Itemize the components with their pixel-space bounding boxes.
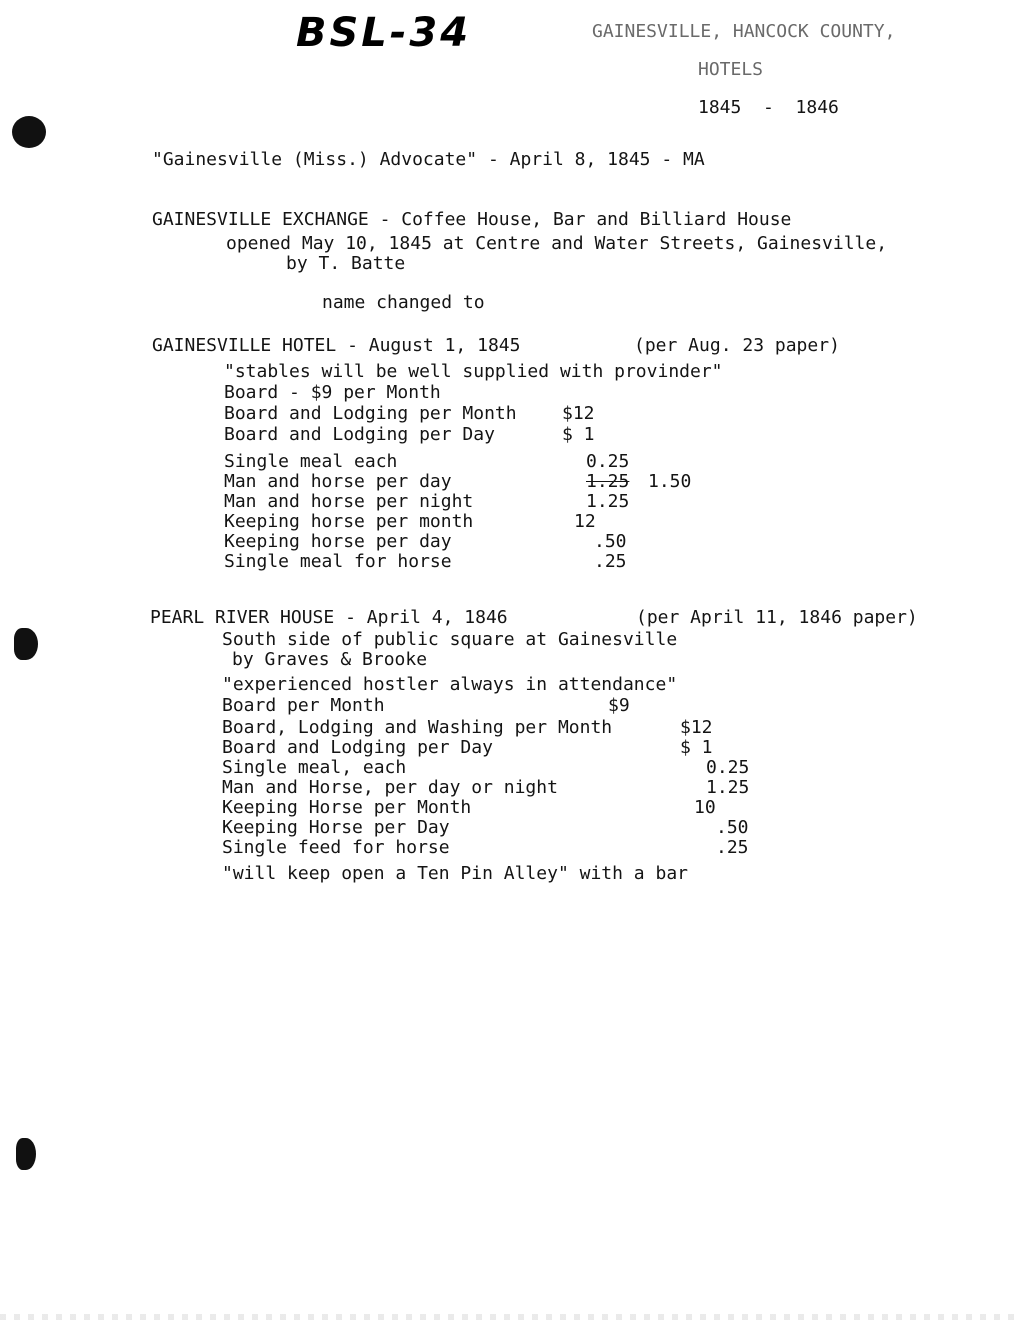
exchange-name-changed: name changed to	[322, 292, 485, 313]
pearl-line2: by Graves & Brooke	[232, 649, 428, 670]
header-years: 1845 - 1846	[698, 97, 839, 118]
pearl-rate-label: Board and Lodging per Day	[222, 737, 493, 758]
pearl-rate-label: Man and Horse, per day or night	[222, 777, 558, 798]
exchange-title: GAINESVILLE EXCHANGE - Coffee House, Bar and Billiard House	[152, 209, 792, 230]
hotel-rate-label: Keeping horse per month	[224, 511, 474, 532]
hotel-rate-value: 0.25	[586, 451, 630, 472]
pearl-source: (per April 11, 1846 paper)	[636, 607, 918, 628]
hotel-rate-value: .25	[594, 551, 627, 572]
source-line: "Gainesville (Miss.) Advocate" - April 8, 1845 - MA	[152, 149, 705, 170]
hotel-quote: "stables will be well supplied with provinder"	[224, 361, 723, 382]
hotel-rate-label: Board - $9 per Month	[224, 382, 441, 403]
scan-edge-artifact	[0, 1314, 1020, 1320]
hotel-rate-value: $ 1	[562, 424, 595, 445]
pearl-rate-label: Single meal, each	[222, 757, 407, 778]
pearl-rate-label: Single feed for horse	[222, 837, 450, 858]
pearl-rate-label: Board per Month	[222, 695, 385, 716]
pearl-rate-value: 0.25	[706, 757, 750, 778]
hotel-rate-value-corrected: 1.50	[648, 471, 692, 492]
pearl-rate-value: 10	[694, 797, 716, 818]
hotel-rate-label: Board and Lodging per Day	[224, 424, 495, 445]
pearl-line1: South side of public square at Gainesville	[222, 629, 678, 650]
exchange-line1: opened May 10, 1845 at Centre and Water Streets, Gainesville,	[226, 233, 888, 254]
hotel-rate-value: 12	[574, 511, 596, 532]
hotel-rate-value: .50	[594, 531, 627, 552]
hotel-rate-label: Man and horse per night	[224, 491, 474, 512]
pearl-title: PEARL RIVER HOUSE - April 4, 1846	[150, 607, 508, 628]
hotel-rate-label: Man and horse per day	[224, 471, 452, 492]
hotel-rate-value: $12	[562, 403, 595, 424]
pearl-rate-label: Keeping Horse per Month	[222, 797, 472, 818]
pearl-rate-value: $9	[608, 695, 630, 716]
exchange-line2: by T. Batte	[286, 253, 406, 274]
hotel-rate-value-struck: 1.25	[586, 471, 630, 492]
pearl-rate-value: $ 1	[680, 737, 713, 758]
header-location: GAINESVILLE, HANCOCK COUNTY,	[592, 21, 896, 42]
hotel-source: (per Aug. 23 paper)	[634, 335, 840, 356]
header-category: HOTELS	[698, 59, 764, 80]
pearl-rate-value: .50	[716, 817, 749, 838]
punch-hole-top	[12, 116, 46, 148]
hotel-rate-value: 1.25	[586, 491, 630, 512]
punch-hole-bottom	[16, 1138, 36, 1170]
pearl-closing: "will keep open a Ten Pin Alley" with a bar	[222, 863, 688, 884]
pearl-quote: "experienced hostler always in attendance"	[222, 674, 678, 695]
hotel-rate-label: Board and Lodging per Month	[224, 403, 517, 424]
pearl-rate-value: $12	[680, 717, 713, 738]
pearl-rate-value: .25	[716, 837, 749, 858]
pearl-rate-label: Board, Lodging and Washing per Month	[222, 717, 613, 738]
punch-hole-middle	[14, 628, 38, 660]
handwritten-code: BSL-34	[296, 10, 472, 56]
hotel-rate-label: Single meal each	[224, 451, 398, 472]
hotel-title: GAINESVILLE HOTEL - August 1, 1845	[152, 335, 521, 356]
hotel-rate-label: Single meal for horse	[224, 551, 452, 572]
hotel-rate-label: Keeping horse per day	[224, 531, 452, 552]
pearl-rate-value: 1.25	[706, 777, 750, 798]
pearl-rate-label: Keeping Horse per Day	[222, 817, 450, 838]
